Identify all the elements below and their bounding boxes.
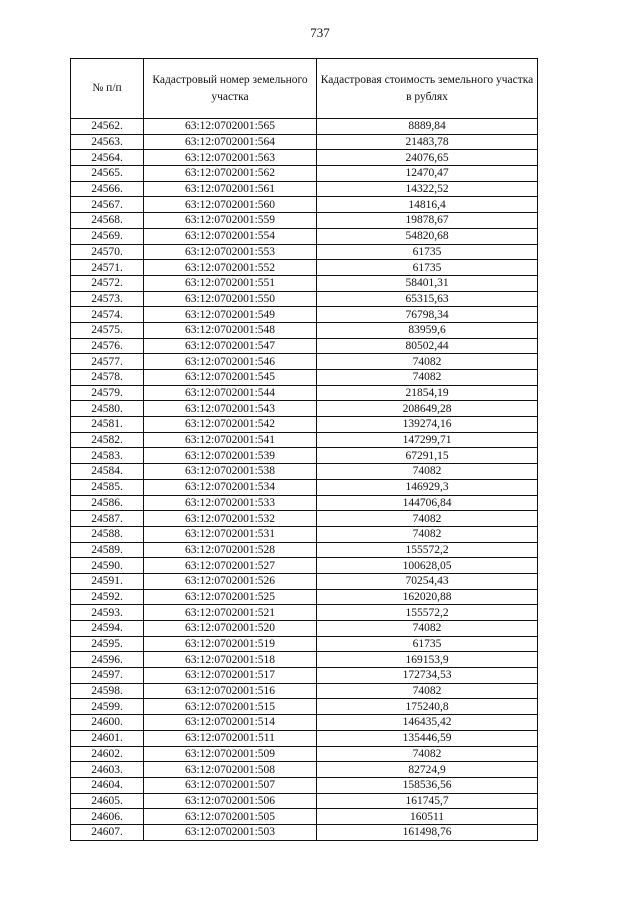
- cadastral-number-cell: 63:12:0702001:554: [144, 228, 317, 244]
- row-number-cell: 24600.: [71, 715, 144, 731]
- cadastral-value-cell: 74082: [317, 746, 538, 762]
- row-number-cell: 24583.: [71, 448, 144, 464]
- row-number-cell: 24587.: [71, 511, 144, 527]
- row-number-cell: 24573.: [71, 291, 144, 307]
- cadastral-number-cell: 63:12:0702001:543: [144, 401, 317, 417]
- cadastral-value-cell: 74082: [317, 511, 538, 527]
- cadastral-value-cell: 155572,2: [317, 542, 538, 558]
- cadastral-number-cell: 63:12:0702001:534: [144, 479, 317, 495]
- table-row: [71, 605, 538, 621]
- row-number-cell: 24602.: [71, 746, 144, 762]
- row-number-cell: 24601.: [71, 730, 144, 746]
- cadastral-number-cell: 63:12:0702001:564: [144, 134, 317, 150]
- row-number-cell: 24568.: [71, 213, 144, 229]
- row-number-cell: 24594.: [71, 621, 144, 637]
- table-row: [71, 652, 538, 668]
- table-row: [71, 715, 538, 731]
- cadastral-value-cell: 161498,76: [317, 824, 538, 840]
- table-row: [71, 526, 538, 542]
- cadastral-number-cell: 63:12:0702001:514: [144, 715, 317, 731]
- cadastral-number-cell: 63:12:0702001:552: [144, 260, 317, 276]
- table-row: [71, 511, 538, 527]
- cadastral-value-cell: 162020,88: [317, 589, 538, 605]
- cadastral-value-cell: 74082: [317, 621, 538, 637]
- table-row: [71, 448, 538, 464]
- table-row: [71, 244, 538, 260]
- table-row: [71, 542, 538, 558]
- cadastral-number-cell: 63:12:0702001:545: [144, 370, 317, 386]
- row-number-cell: 24575.: [71, 322, 144, 338]
- cadastral-number-cell: 63:12:0702001:544: [144, 385, 317, 401]
- row-number-cell: 24571.: [71, 260, 144, 276]
- row-number-cell: 24576.: [71, 338, 144, 354]
- cadastral-value-cell: 14816,4: [317, 197, 538, 213]
- cadastral-number-cell: 63:12:0702001:503: [144, 824, 317, 840]
- cadastral-value-cell: 144706,84: [317, 495, 538, 511]
- row-number-cell: 24598.: [71, 683, 144, 699]
- row-number-cell: 24562.: [71, 119, 144, 135]
- row-number-cell: 24595.: [71, 636, 144, 652]
- cadastral-number-cell: 63:12:0702001:563: [144, 150, 317, 166]
- cadastral-number-cell: 63:12:0702001:546: [144, 354, 317, 370]
- table-row: [71, 746, 538, 762]
- row-number-cell: 24607.: [71, 824, 144, 840]
- table-row: [71, 417, 538, 433]
- cadastral-number-cell: 63:12:0702001:562: [144, 166, 317, 182]
- cadastral-number-cell: 63:12:0702001:553: [144, 244, 317, 260]
- cadastral-value-cell: 146435,42: [317, 715, 538, 731]
- row-number-cell: 24604.: [71, 777, 144, 793]
- cadastral-value-cell: 100628,05: [317, 558, 538, 574]
- cadastral-value-cell: 169153,9: [317, 652, 538, 668]
- row-number-cell: 24579.: [71, 385, 144, 401]
- table-row: [71, 322, 538, 338]
- cadastral-number-cell: 63:12:0702001:528: [144, 542, 317, 558]
- cadastral-number-cell: 63:12:0702001:509: [144, 746, 317, 762]
- cadastral-value-cell: 8889,84: [317, 119, 538, 135]
- row-number-cell: 24578.: [71, 370, 144, 386]
- row-number-cell: 24589.: [71, 542, 144, 558]
- row-number-cell: 24580.: [71, 401, 144, 417]
- cadastral-number-cell: 63:12:0702001:548: [144, 322, 317, 338]
- table-row: [71, 621, 538, 637]
- cadastral-number-cell: 63:12:0702001:515: [144, 699, 317, 715]
- cadastral-number-cell: 63:12:0702001:519: [144, 636, 317, 652]
- cadastral-number-cell: 63:12:0702001:549: [144, 307, 317, 323]
- cadastral-value-cell: 12470,47: [317, 166, 538, 182]
- table-row: [71, 150, 538, 166]
- table-row: [71, 181, 538, 197]
- cadastral-number-cell: 63:12:0702001:542: [144, 417, 317, 433]
- cadastral-number-cell: 63:12:0702001:559: [144, 213, 317, 229]
- table-row: [71, 307, 538, 323]
- cadastral-value-cell: 24076,65: [317, 150, 538, 166]
- cadastral-value-cell: 74082: [317, 370, 538, 386]
- table-row: [71, 809, 538, 825]
- cadastral-value-cell: 155572,2: [317, 605, 538, 621]
- cadastral-value-cell: 21854,19: [317, 385, 538, 401]
- table-row: [71, 197, 538, 213]
- row-number-cell: 24565.: [71, 166, 144, 182]
- row-number-cell: 24581.: [71, 417, 144, 433]
- cadastral-number-cell: 63:12:0702001:507: [144, 777, 317, 793]
- cadastral-value-cell: 67291,15: [317, 448, 538, 464]
- cadastral-number-cell: 63:12:0702001:506: [144, 793, 317, 809]
- table-row: [71, 432, 538, 448]
- cadastral-number-cell: 63:12:0702001:551: [144, 275, 317, 291]
- cadastral-value-cell: 160511: [317, 809, 538, 825]
- cadastral-value-cell: 83959,6: [317, 322, 538, 338]
- cadastral-number-cell: 63:12:0702001:525: [144, 589, 317, 605]
- cadastral-number-cell: 63:12:0702001:518: [144, 652, 317, 668]
- table-row: [71, 793, 538, 809]
- row-number-cell: 24570.: [71, 244, 144, 260]
- cadastral-value-cell: 135446,59: [317, 730, 538, 746]
- cadastral-number-cell: 63:12:0702001:520: [144, 621, 317, 637]
- cadastral-value-cell: 208649,28: [317, 401, 538, 417]
- cadastral-value-cell: 21483,78: [317, 134, 538, 150]
- table-body: [71, 119, 538, 841]
- cadastral-value-cell: 70254,43: [317, 573, 538, 589]
- table-row: [71, 777, 538, 793]
- cadastral-number-cell: 63:12:0702001:565: [144, 119, 317, 135]
- cadastral-number-cell: 63:12:0702001:541: [144, 432, 317, 448]
- table-row: [71, 166, 538, 182]
- row-number-cell: 24593.: [71, 605, 144, 621]
- cadastral-value-table: [70, 58, 538, 841]
- header-num: № п/п: [71, 59, 144, 119]
- table-row: [71, 401, 538, 417]
- cadastral-value-cell: 74082: [317, 526, 538, 542]
- table-row: [71, 275, 538, 291]
- cadastral-number-cell: 63:12:0702001:550: [144, 291, 317, 307]
- table-row: [71, 495, 538, 511]
- table-row: [71, 464, 538, 480]
- cadastral-value-cell: 76798,34: [317, 307, 538, 323]
- cadastral-value-cell: 74082: [317, 354, 538, 370]
- table-row: [71, 699, 538, 715]
- page-number: 737: [310, 25, 330, 40]
- table-row: [71, 260, 538, 276]
- cadastral-value-cell: 80502,44: [317, 338, 538, 354]
- row-number-cell: 24590.: [71, 558, 144, 574]
- row-number-cell: 24577.: [71, 354, 144, 370]
- cadastral-value-cell: 58401,31: [317, 275, 538, 291]
- cadastral-number-cell: 63:12:0702001:560: [144, 197, 317, 213]
- row-number-cell: 24596.: [71, 652, 144, 668]
- cadastral-value-cell: 14322,52: [317, 181, 538, 197]
- row-number-cell: 24597.: [71, 668, 144, 684]
- table-row: [71, 762, 538, 778]
- row-number-cell: 24569.: [71, 228, 144, 244]
- row-number-cell: 24563.: [71, 134, 144, 150]
- cadastral-value-cell: 147299,71: [317, 432, 538, 448]
- cadastral-value-cell: 65315,63: [317, 291, 538, 307]
- cadastral-value-cell: 161745,7: [317, 793, 538, 809]
- row-number-cell: 24591.: [71, 573, 144, 589]
- table-row: [71, 134, 538, 150]
- table-row: [71, 213, 538, 229]
- table-row: [71, 338, 538, 354]
- cadastral-number-cell: 63:12:0702001:517: [144, 668, 317, 684]
- cadastral-number-cell: 63:12:0702001:505: [144, 809, 317, 825]
- table-row: [71, 668, 538, 684]
- cadastral-number-cell: 63:12:0702001:527: [144, 558, 317, 574]
- cadastral-value-cell: 61735: [317, 636, 538, 652]
- cadastral-value-cell: 61735: [317, 244, 538, 260]
- table-row: [71, 385, 538, 401]
- table-header-row: [71, 59, 538, 119]
- table-row: [71, 228, 538, 244]
- table-row: [71, 354, 538, 370]
- cadastral-number-cell: 63:12:0702001:532: [144, 511, 317, 527]
- cadastral-value-cell: 74082: [317, 683, 538, 699]
- row-number-cell: 24586.: [71, 495, 144, 511]
- table-row: [71, 824, 538, 840]
- cadastral-number-cell: 63:12:0702001:508: [144, 762, 317, 778]
- row-number-cell: 24574.: [71, 307, 144, 323]
- row-number-cell: 24567.: [71, 197, 144, 213]
- cadastral-number-cell: 63:12:0702001:533: [144, 495, 317, 511]
- cadastral-value-cell: 19878,67: [317, 213, 538, 229]
- cadastral-number-cell: 63:12:0702001:511: [144, 730, 317, 746]
- cadastral-value-cell: 139274,16: [317, 417, 538, 433]
- row-number-cell: 24584.: [71, 464, 144, 480]
- cadastral-number-cell: 63:12:0702001:539: [144, 448, 317, 464]
- header-cadastral-number: Кадастровый номер земельного участка: [144, 59, 317, 119]
- row-number-cell: 24606.: [71, 809, 144, 825]
- row-number-cell: 24572.: [71, 275, 144, 291]
- cadastral-value-cell: 82724,9: [317, 762, 538, 778]
- row-number-cell: 24564.: [71, 150, 144, 166]
- cadastral-value-cell: 172734,53: [317, 668, 538, 684]
- cadastral-value-cell: 146929,3: [317, 479, 538, 495]
- table-row: [71, 291, 538, 307]
- header-cadastral-value: Кадастровая стоимость земельного участка в рублях: [317, 59, 538, 119]
- row-number-cell: 24566.: [71, 181, 144, 197]
- row-number-cell: 24588.: [71, 526, 144, 542]
- table-row: [71, 589, 538, 605]
- cadastral-number-cell: 63:12:0702001:521: [144, 605, 317, 621]
- table-row: [71, 479, 538, 495]
- row-number-cell: 24585.: [71, 479, 144, 495]
- row-number-cell: 24592.: [71, 589, 144, 605]
- table-row: [71, 573, 538, 589]
- cadastral-number-cell: 63:12:0702001:526: [144, 573, 317, 589]
- cadastral-value-cell: 158536,56: [317, 777, 538, 793]
- cadastral-number-cell: 63:12:0702001:547: [144, 338, 317, 354]
- table-row: [71, 119, 538, 135]
- row-number-cell: 24582.: [71, 432, 144, 448]
- row-number-cell: 24605.: [71, 793, 144, 809]
- cadastral-value-cell: 61735: [317, 260, 538, 276]
- table-row: [71, 370, 538, 386]
- cadastral-number-cell: 63:12:0702001:538: [144, 464, 317, 480]
- table-row: [71, 683, 538, 699]
- cadastral-number-cell: 63:12:0702001:531: [144, 526, 317, 542]
- cadastral-value-cell: 74082: [317, 464, 538, 480]
- cadastral-value-cell: 54820,68: [317, 228, 538, 244]
- cadastral-value-cell: 175240,8: [317, 699, 538, 715]
- table-row: [71, 558, 538, 574]
- row-number-cell: 24603.: [71, 762, 144, 778]
- table-row: [71, 636, 538, 652]
- cadastral-number-cell: 63:12:0702001:516: [144, 683, 317, 699]
- cadastral-number-cell: 63:12:0702001:561: [144, 181, 317, 197]
- row-number-cell: 24599.: [71, 699, 144, 715]
- table-row: [71, 730, 538, 746]
